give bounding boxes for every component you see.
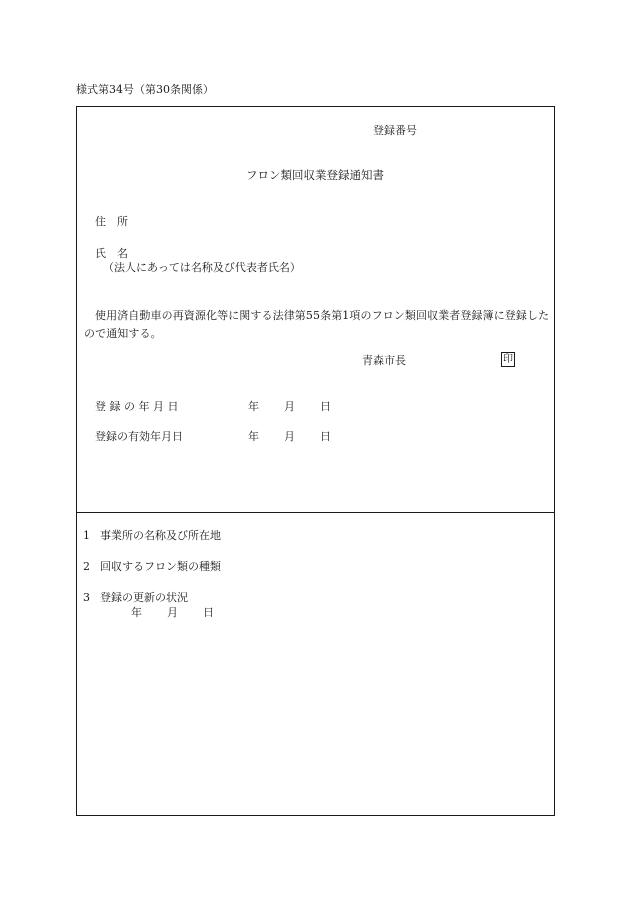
item-number: 1: [83, 529, 90, 542]
item-label: 回収するフロン類の種類: [100, 560, 221, 573]
form-frame: [76, 106, 555, 816]
section-divider: [76, 512, 555, 513]
registration-number-label: 登録番号: [373, 124, 417, 137]
item-number: 3: [83, 591, 90, 604]
item-label: 登録の更新の状況: [100, 591, 188, 604]
registration-date-year: 年: [248, 400, 259, 413]
registration-date-month: 月: [284, 400, 295, 413]
registration-date-label: 登 録 の 年 月 日: [95, 400, 179, 413]
name-note: （法人にあっては名称及び代表者氏名）: [103, 261, 301, 274]
renewal-year: 年: [131, 606, 142, 619]
valid-until-month: 月: [284, 430, 295, 443]
item-number: 2: [83, 560, 90, 573]
issuer-name: 青森市長: [362, 354, 406, 367]
notice-body-text: 使用済自動車の再資源化等に関する法律第55条第1項のフロン類回収業者登録簿に登録したので通知する。: [84, 309, 550, 340]
form-number: 様式第34号（第30条関係）: [76, 83, 214, 96]
valid-until-day: 日: [320, 430, 331, 443]
document-title: フロン類回収業登録通知書: [246, 168, 384, 182]
name-label: 氏 名: [95, 247, 128, 260]
valid-until-label: 登録の有効年月日: [95, 430, 183, 443]
item-label: 事業所の名称及び所在地: [100, 529, 221, 542]
seal-mark: 印: [503, 354, 513, 365]
renewal-day: 日: [203, 606, 214, 619]
address-label: 住 所: [95, 215, 128, 228]
registration-date-day: 日: [320, 400, 331, 413]
renewal-month: 月: [167, 606, 178, 619]
valid-until-year: 年: [248, 430, 259, 443]
